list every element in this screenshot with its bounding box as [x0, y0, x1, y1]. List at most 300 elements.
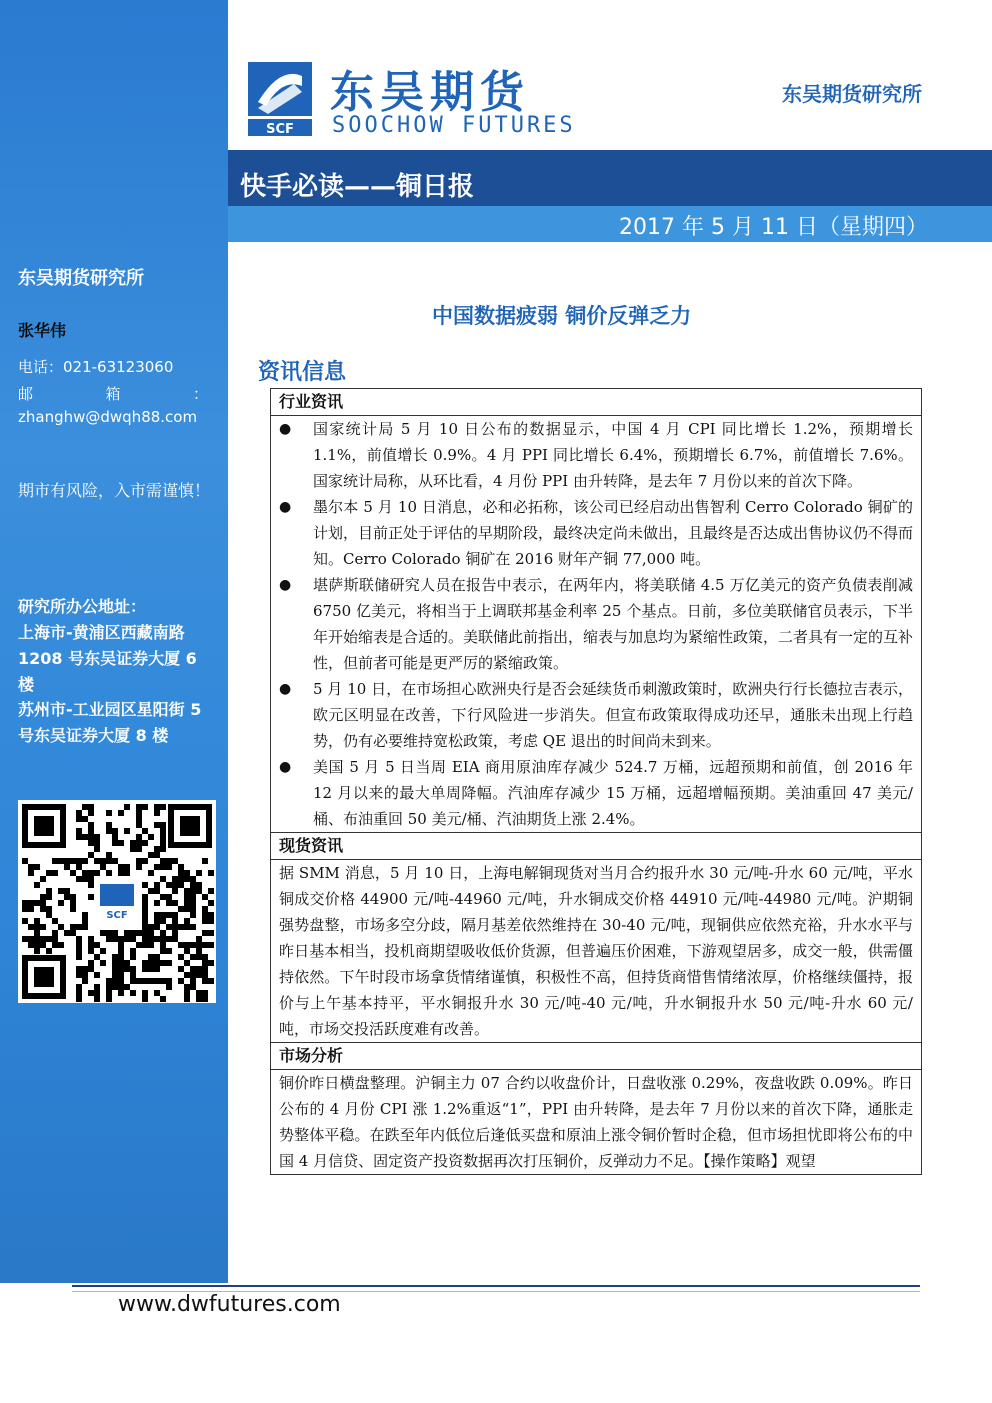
qr-module — [184, 960, 190, 966]
qr-module — [142, 936, 148, 942]
qr-module — [58, 888, 64, 894]
qr-module — [52, 918, 58, 924]
qr-module — [88, 810, 94, 816]
qr-module — [184, 876, 190, 882]
qr-module — [202, 942, 208, 948]
qr-module — [208, 930, 214, 936]
qr-module — [40, 942, 46, 948]
qr-module — [184, 894, 190, 900]
qr-module — [58, 924, 64, 930]
qr-module — [202, 990, 208, 996]
qr-module — [88, 834, 94, 840]
qr-module — [118, 990, 124, 996]
qr-module — [58, 900, 64, 906]
bullet-icon: ● — [279, 577, 292, 593]
qr-module — [154, 804, 160, 810]
qr-module — [118, 978, 124, 984]
qr-module — [136, 846, 142, 852]
qr-module — [28, 906, 34, 912]
qr-module — [208, 912, 214, 918]
spot-body — [271, 860, 921, 1043]
qr-module — [82, 966, 88, 972]
qr-module — [88, 852, 94, 858]
qr-module — [124, 828, 130, 834]
qr-module — [94, 990, 100, 996]
qr-module — [46, 912, 52, 918]
qr-module — [178, 966, 184, 972]
qr-module — [82, 816, 88, 822]
qr-module — [124, 984, 130, 990]
report-date: 2017 年 5 月 11 日（星期四） — [619, 215, 928, 240]
qr-module — [190, 966, 196, 972]
qr-module — [88, 822, 94, 828]
qr-module — [208, 870, 214, 876]
qr-module — [118, 972, 124, 978]
qr-module — [64, 894, 70, 900]
qr-module — [172, 912, 178, 918]
qr-module — [160, 840, 166, 846]
qr-module — [130, 840, 136, 846]
email-label-part: 箱 — [105, 385, 121, 403]
qr-module — [142, 840, 148, 846]
spot-heading: 现货资讯 — [271, 833, 921, 860]
qr-module — [154, 918, 160, 924]
qr-module — [124, 960, 130, 966]
bullet-icon: ● — [279, 681, 292, 697]
list-item — [271, 572, 921, 676]
qr-module — [94, 954, 100, 960]
qr-module — [82, 858, 88, 864]
qr-module — [112, 834, 118, 840]
qr-module — [88, 966, 94, 972]
qr-module — [190, 876, 196, 882]
qr-module — [190, 954, 196, 960]
qr-module — [136, 834, 142, 840]
qr-module — [76, 990, 82, 996]
qr-module — [82, 870, 88, 876]
qr-module — [82, 912, 88, 918]
qr-module — [28, 900, 34, 906]
analysis-body — [271, 1070, 921, 1174]
qr-module — [112, 858, 118, 864]
analysis-heading: 市场分析 — [271, 1043, 921, 1070]
qr-module — [76, 936, 82, 942]
brand-name-en: SOOCHOW FUTURES — [332, 113, 576, 138]
qr-module — [34, 900, 40, 906]
qr-module — [22, 858, 28, 864]
qr-module — [184, 870, 190, 876]
qr-module — [136, 942, 142, 948]
qr-module — [154, 978, 160, 984]
qr-module — [196, 936, 202, 942]
qr-module — [28, 870, 34, 876]
qr-module — [88, 990, 94, 996]
qr-module — [166, 984, 172, 990]
qr-module — [46, 936, 52, 942]
qr-module — [76, 810, 82, 816]
qr-module — [178, 978, 184, 984]
industry-item: 5 月 10 日，在市场担心欧洲央行是否会延续货币刺激政策时，欧洲央行行长德拉吉表示，欧元区明显在改善，下行风险进一步消失。但宣布政策取得成功还早，通胀未出现上行趋势，仍有必要维持宽松政策，考虑 QE 退出的时间尚未到来。 — [313, 680, 913, 750]
qr-module — [184, 918, 190, 924]
qr-module — [172, 918, 178, 924]
qr-module — [172, 900, 178, 906]
qr-module — [160, 894, 166, 900]
qr-module — [178, 870, 184, 876]
qr-module — [202, 930, 208, 936]
qr-module — [112, 984, 118, 990]
qr-module — [40, 900, 46, 906]
qr-module — [172, 876, 178, 882]
qr-module — [208, 978, 214, 984]
qr-module — [136, 804, 142, 810]
institute-name: 东吴期货研究所 — [782, 82, 922, 106]
qr-module — [94, 972, 100, 978]
qr-module — [190, 906, 196, 912]
qr-module — [148, 834, 154, 840]
qr-module — [118, 966, 124, 972]
qr-module — [106, 858, 112, 864]
qr-module — [142, 906, 148, 912]
qr-module — [112, 840, 118, 846]
list-item — [271, 676, 921, 754]
qr-module — [88, 894, 94, 900]
industry-item: 堪萨斯联储研究人员在报告中表示，在两年内，将美联储 4.5 万亿美元的资产负债表削减 6750 亿美元，将相当于上调联邦基金利率 25 个基点。日前，多位美联储官员表示，下半年开始缩表是合适的。美联储此前指出，缩表与加息均为紧缩性政策，二者具有一定的互补性，但前者可能是更严厉的紧缩政策。 — [313, 576, 914, 672]
qr-module — [184, 984, 190, 990]
qr-module — [70, 894, 76, 900]
section-title: 资讯信息 — [258, 360, 347, 385]
qr-module — [202, 954, 208, 960]
qr-module — [160, 846, 166, 852]
qr-module — [208, 918, 214, 924]
qr-module — [112, 936, 118, 942]
qr-module — [106, 984, 112, 990]
qr-module — [178, 864, 184, 870]
qr-module — [154, 900, 160, 906]
bullet-icon: ● — [279, 759, 292, 775]
qr-module — [82, 804, 88, 810]
qr-module — [136, 816, 142, 822]
qr-module — [184, 972, 190, 978]
qr-module — [124, 870, 130, 876]
qr-module — [124, 966, 130, 972]
analyst-name: 张华伟 — [18, 321, 67, 340]
qr-module — [136, 810, 142, 816]
qr-module — [112, 930, 118, 936]
qr-module — [136, 858, 142, 864]
qr-module — [202, 996, 208, 1002]
qr-module — [142, 942, 148, 948]
qr-module — [196, 870, 202, 876]
qr-module — [64, 858, 70, 864]
qr-module — [160, 996, 166, 1002]
qr-module — [166, 894, 172, 900]
qr-module — [196, 954, 202, 960]
qr-module — [202, 978, 208, 984]
headline: 中国数据疲弱 铜价反弹乏力 — [432, 304, 692, 328]
qr-module — [88, 936, 94, 942]
qr-module — [88, 948, 94, 954]
qr-module — [154, 966, 160, 972]
qr-module — [202, 918, 208, 924]
qr-module — [130, 930, 136, 936]
qr-module — [148, 924, 154, 930]
qr-module — [142, 960, 148, 966]
qr-module — [64, 864, 70, 870]
qr-module — [160, 876, 166, 882]
qr-module — [52, 942, 58, 948]
qr-module — [160, 936, 166, 942]
qr-module — [118, 960, 124, 966]
brand-name-cn: 东吴期货 — [330, 67, 530, 118]
qr-module — [154, 936, 160, 942]
qr-module — [94, 870, 100, 876]
qr-module — [154, 852, 160, 858]
qr-module — [28, 864, 34, 870]
qr-module — [196, 966, 202, 972]
qr-module — [184, 906, 190, 912]
qr-module — [142, 858, 148, 864]
qr-module — [88, 960, 94, 966]
qr-module — [40, 924, 46, 930]
qr-module — [166, 960, 172, 966]
qr-module — [142, 882, 148, 888]
qr-module — [22, 900, 28, 906]
qr-module — [124, 804, 130, 810]
qr-module — [46, 888, 52, 894]
qr-module — [76, 864, 82, 870]
analyst-phone: 电话：021-63123060 — [18, 358, 174, 376]
qr-module — [76, 816, 82, 822]
qr-module — [190, 888, 196, 894]
industry-item: 墨尔本 5 月 10 日消息，必和必拓称，该公司已经启动出售智利 Cerro Colorado 铜矿的计划，目前正处于评估的早期阶段，最终决定尚未做出，且最终是否达成出售协议仍不得而知。Cerro Colorado 铜矿在 2016 财年产铜 77,000 吨。 — [313, 498, 914, 568]
qr-module — [166, 858, 172, 864]
qr-module — [118, 984, 124, 990]
qr-module — [166, 978, 172, 984]
qr-module — [130, 972, 136, 978]
qr-module — [118, 810, 124, 816]
qr-module — [196, 882, 202, 888]
qr-module — [130, 846, 136, 852]
bullet-icon: ● — [279, 499, 292, 515]
qr-module — [166, 948, 172, 954]
qr-module — [196, 972, 202, 978]
qr-module — [106, 810, 112, 816]
qr-module — [190, 900, 196, 906]
qr-module — [88, 870, 94, 876]
qr-module — [160, 942, 166, 948]
qr-module — [118, 870, 124, 876]
qr-module — [124, 936, 130, 942]
qr-module — [34, 864, 40, 870]
qr-module — [130, 990, 136, 996]
qr-module — [160, 978, 166, 984]
qr-module — [106, 828, 112, 834]
analyst-email: zhanghw@dwqh88.com — [18, 408, 198, 426]
qr-module — [76, 828, 82, 834]
qr-module — [166, 936, 172, 942]
qr-module — [178, 924, 184, 930]
qr-module — [160, 834, 166, 840]
qr-module — [154, 822, 160, 828]
news-table — [270, 388, 922, 1175]
email-label-part: 邮 — [18, 385, 34, 403]
qr-module — [148, 870, 154, 876]
qr-module — [172, 882, 178, 888]
qr-module — [208, 888, 214, 894]
qr-module — [148, 888, 154, 894]
qr-code-icon — [18, 800, 216, 1003]
footer-url[interactable]: www.dwfutures.com — [118, 1292, 341, 1317]
qr-module — [70, 924, 76, 930]
qr-module — [142, 828, 148, 834]
qr-module — [184, 942, 190, 948]
qr-module — [148, 852, 154, 858]
qr-module — [106, 870, 112, 876]
qr-module — [76, 972, 82, 978]
list-item — [271, 494, 921, 572]
qr-module — [196, 888, 202, 894]
qr-module — [154, 912, 160, 918]
qr-module — [160, 948, 166, 954]
qr-module — [82, 918, 88, 924]
qr-module — [106, 936, 112, 942]
qr-module — [34, 948, 40, 954]
qr-module — [160, 822, 166, 828]
qr-module — [190, 942, 196, 948]
qr-module — [148, 930, 154, 936]
qr-module — [142, 990, 148, 996]
qr-module — [130, 954, 136, 960]
qr-module — [130, 936, 136, 942]
qr-logo-text: SCF — [106, 910, 128, 921]
qr-module — [100, 960, 106, 966]
qr-module — [52, 930, 58, 936]
qr-module — [154, 990, 160, 996]
qr-module — [124, 864, 130, 870]
qr-module — [22, 918, 28, 924]
qr-module — [106, 996, 112, 1002]
qr-module — [118, 954, 124, 960]
spot-text: 据 SMM 消息，5 月 10 日，上海电解铜现货对当月合约报升水 30 元/吨-升水 60 元/吨，平水铜成交价格 44900 元/吨-44960 元/吨，升水铜成交价格 44910 元/吨-44980 元/吨。沪期铜强势盘整，市场多空分歧，隔月基差依然维持在 30-40 元/吨，现铜供应依然充裕，升水水平与昨日基本相当，投机商期望吸收低价货源，但普遍压价困难，下游观望居多，成交一般，供需僵持依然。下午时段市场拿货情绪谨慎，积极性不高，但持货商惜售情绪浓厚，价格继续僵持，报价与上午基本持平，平水铜报升水 30 元/吨-40 元/吨，升水铜报升水 50 元/吨-升水 60 元/吨，市场交投活跃度难有改善。 — [279, 864, 913, 1038]
industry-body — [271, 416, 921, 833]
qr-module — [100, 948, 106, 954]
qr-module — [40, 906, 46, 912]
qr-module — [136, 840, 142, 846]
qr-module — [64, 888, 70, 894]
qr-module — [154, 882, 160, 888]
qr-module — [76, 924, 82, 930]
qr-module — [76, 858, 82, 864]
qr-module — [118, 942, 124, 948]
qr-module — [82, 978, 88, 984]
qr-module — [130, 966, 136, 972]
qr-module — [118, 840, 124, 846]
qr-module — [70, 930, 76, 936]
qr-module — [178, 882, 184, 888]
qr-module — [76, 966, 82, 972]
qr-module — [106, 978, 112, 984]
qr-module — [76, 948, 82, 954]
list-item — [271, 416, 921, 494]
qr-module — [46, 948, 52, 954]
qr-module — [76, 942, 82, 948]
qr-module — [52, 858, 58, 864]
qr-module — [106, 822, 112, 828]
qr-module — [136, 822, 142, 828]
qr-module — [88, 828, 94, 834]
qr-module — [184, 900, 190, 906]
qr-module — [124, 930, 130, 936]
qr-module — [190, 978, 196, 984]
qr-module — [76, 834, 82, 840]
qr-module — [166, 924, 172, 930]
qr-module — [106, 990, 112, 996]
qr-module — [148, 942, 154, 948]
qr-module — [142, 918, 148, 924]
qr-module — [154, 888, 160, 894]
qr-module — [202, 894, 208, 900]
qr-module — [88, 876, 94, 882]
qr-module — [196, 990, 202, 996]
qr-module — [70, 900, 76, 906]
qr-module — [136, 978, 142, 984]
email-label — [18, 383, 208, 404]
qr-module — [202, 972, 208, 978]
qr-module — [70, 906, 76, 912]
qr-module — [166, 900, 172, 906]
qr-module — [172, 888, 178, 894]
qr-module — [118, 864, 124, 870]
qr-module — [160, 930, 166, 936]
qr-module — [94, 996, 100, 1002]
qr-module — [166, 882, 172, 888]
qr-module — [58, 942, 64, 948]
qr-module — [166, 864, 172, 870]
qr-module — [130, 978, 136, 984]
qr-module — [82, 924, 88, 930]
qr-module — [34, 882, 40, 888]
qr-module — [160, 960, 166, 966]
qr-module — [118, 936, 124, 942]
qr-module — [112, 972, 118, 978]
qr-module — [190, 924, 196, 930]
qr-module — [136, 930, 142, 936]
qr-module — [82, 834, 88, 840]
qr-module — [178, 942, 184, 948]
qr-module — [208, 900, 214, 906]
qr-module — [142, 912, 148, 918]
qr-module — [106, 930, 112, 936]
qr-module — [172, 924, 178, 930]
address-suzhou: 苏州市-工业园区星阳街 5 号东吴证券大厦 8 楼 — [18, 700, 202, 745]
qr-module — [172, 930, 178, 936]
qr-module — [112, 828, 118, 834]
qr-module — [28, 924, 34, 930]
qr-module — [202, 960, 208, 966]
qr-module — [82, 876, 88, 882]
industry-heading: 行业资讯 — [271, 389, 921, 416]
qr-module — [94, 834, 100, 840]
qr-module — [190, 984, 196, 990]
qr-module — [40, 876, 46, 882]
qr-module — [142, 996, 148, 1002]
qr-module — [160, 828, 166, 834]
qr-module — [178, 876, 184, 882]
qr-module — [190, 882, 196, 888]
qr-module — [22, 936, 28, 942]
qr-module — [202, 906, 208, 912]
qr-module — [112, 966, 118, 972]
